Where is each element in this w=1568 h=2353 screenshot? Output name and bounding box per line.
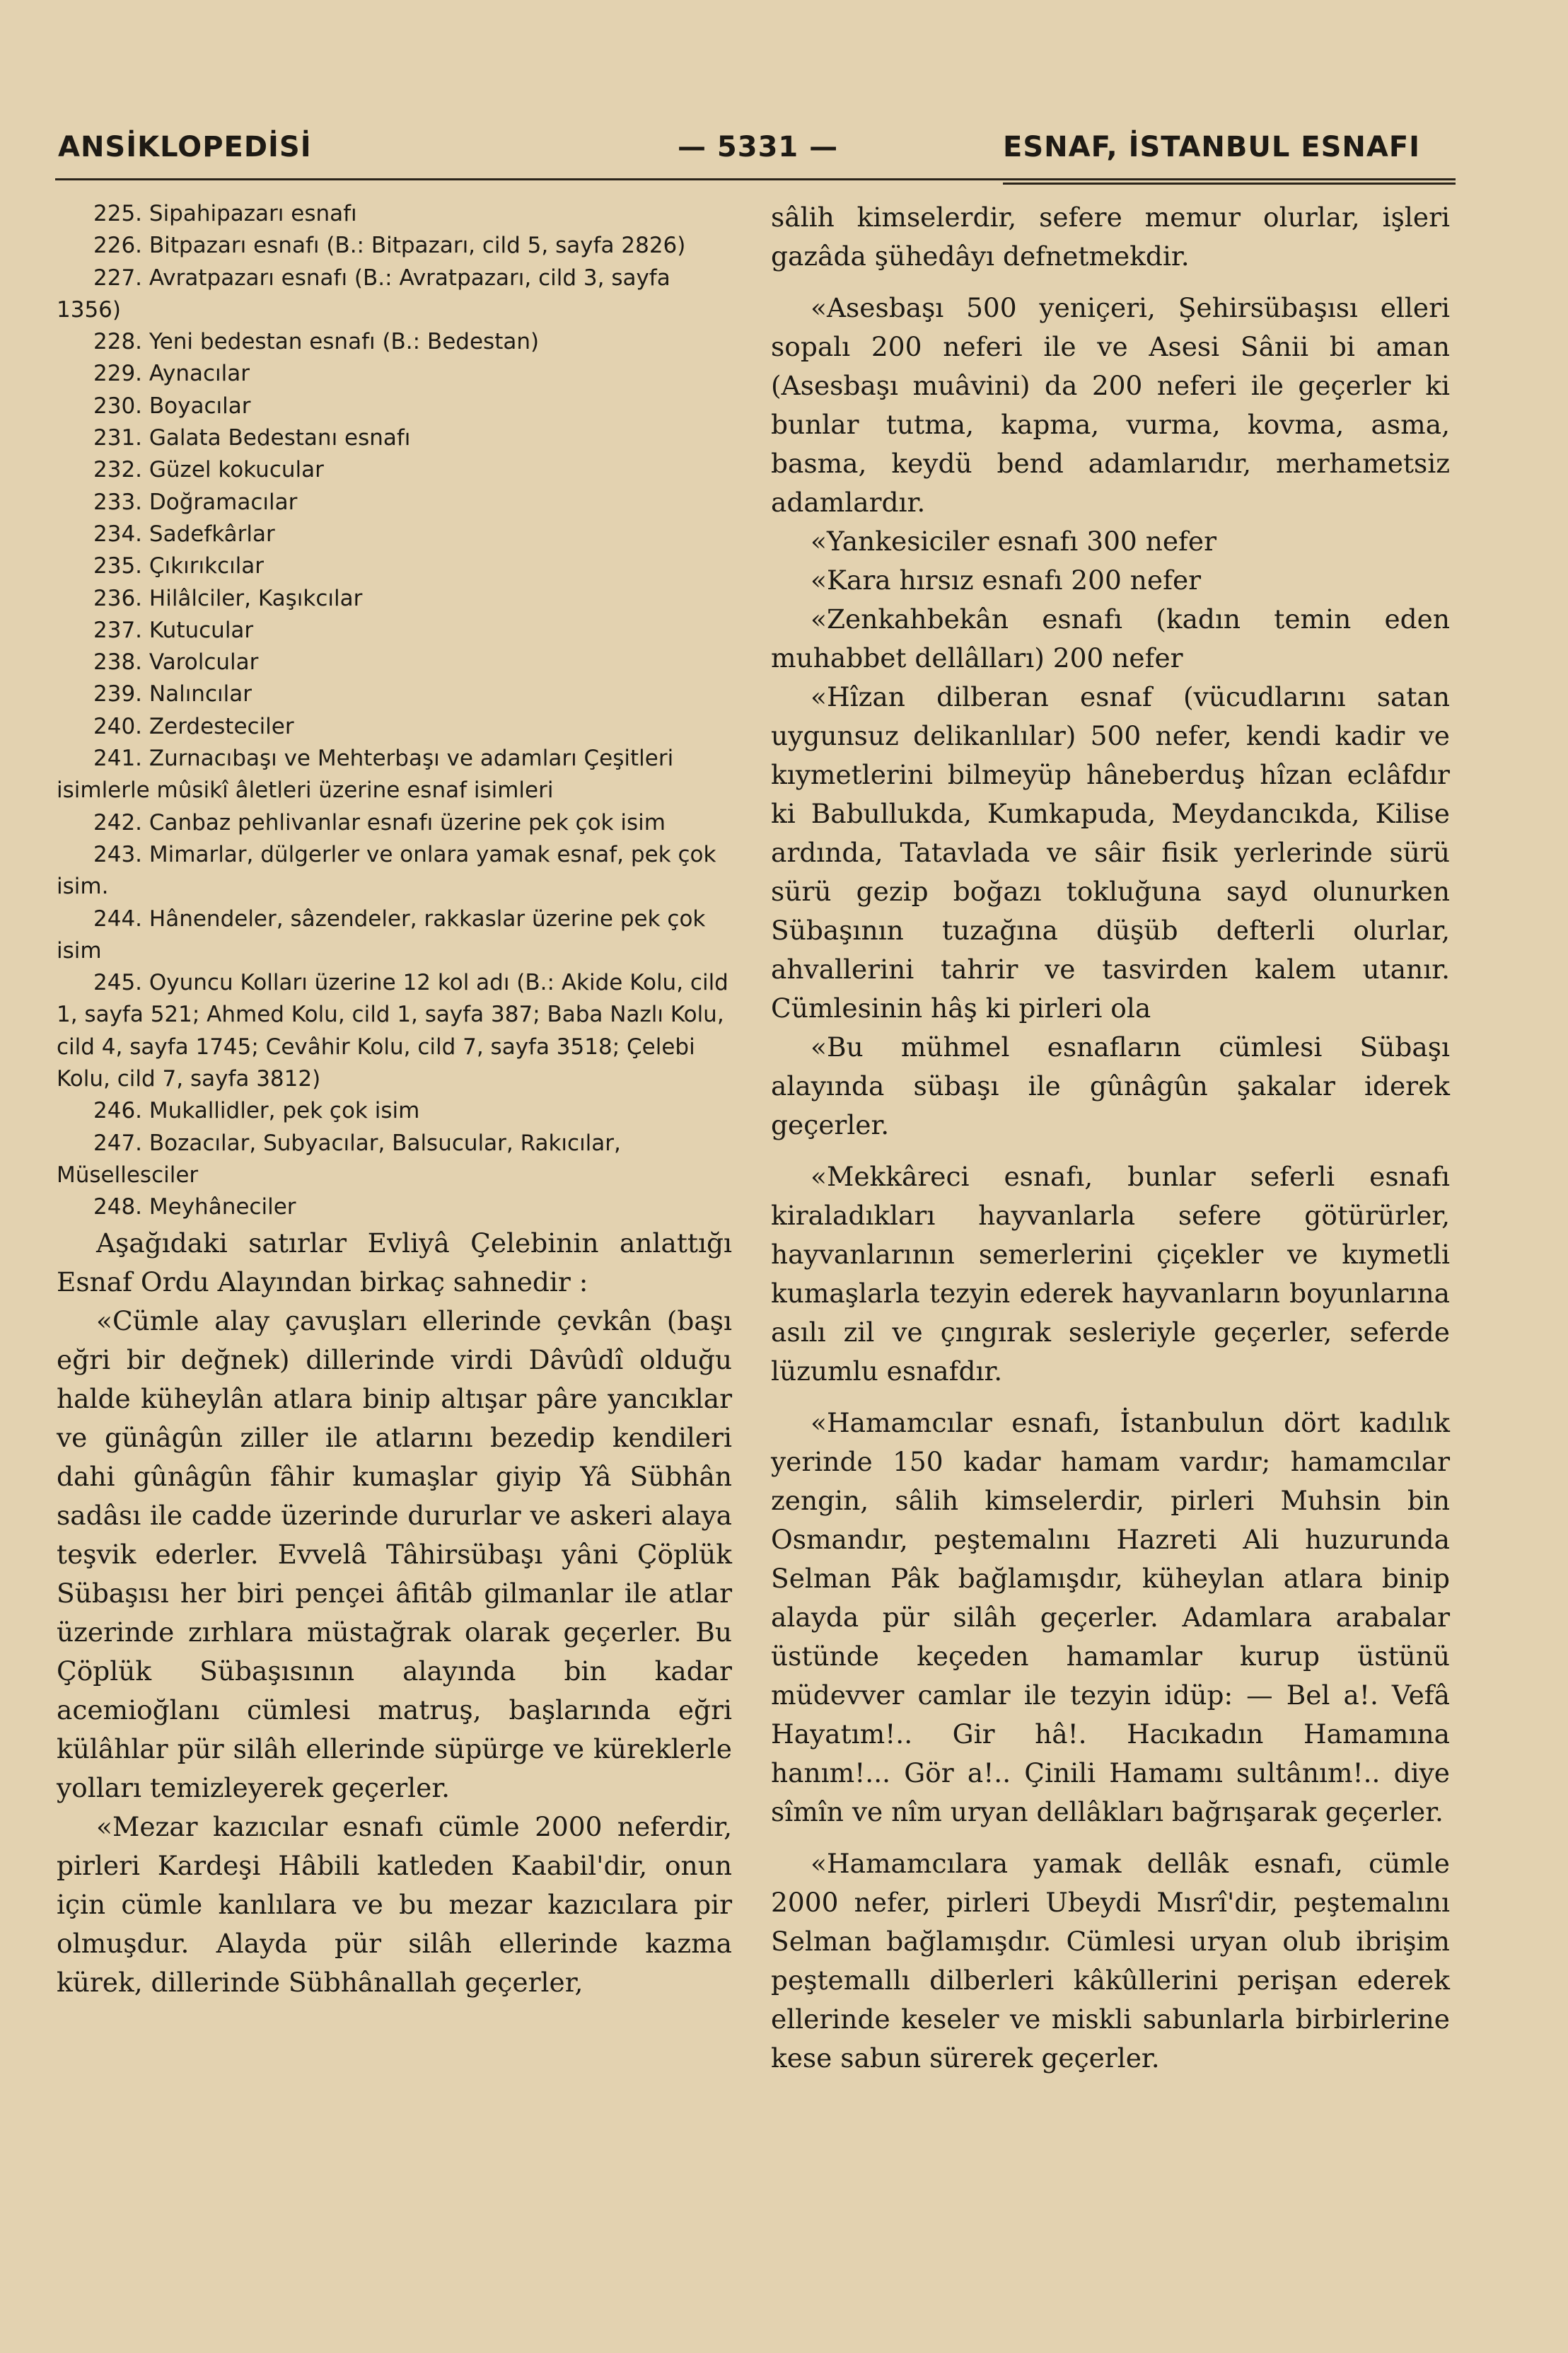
list-item-number: 235.	[93, 553, 143, 579]
list-item-number: 246.	[93, 1098, 143, 1124]
list-item-number: 226.	[93, 233, 143, 259]
list-item	[57, 903, 732, 968]
list-item-number: 231.	[93, 425, 143, 451]
list-item-text: Sadefkârlar	[149, 521, 275, 547]
list-item-text: Canbaz pehlivanlar esnafı üzerine pek çok isim	[149, 809, 666, 836]
list-item-text: Sipahipazarı esnafı	[149, 201, 357, 226]
list-item-number: 237.	[93, 617, 143, 643]
body-paragraph: «Asesbaşı 500 yeniçeri, Şehirsübaşısı elleri sopalı 200 neferi ile ve Asesi Sânii bi aman (Asesbaşı muâvini) da 200 neferi ile geçerler ki bunlar tutma, kapma, vurma, kovma, asma, basma, keydü bend adamlarıdır, merhametsiz adamlardır.	[771, 292, 1450, 518]
list-item	[57, 678, 732, 710]
list-item	[57, 583, 732, 615]
numbered-list	[57, 198, 732, 1224]
list-item-text: Güzel kokucular	[149, 457, 324, 483]
list-item-number: 229.	[93, 361, 143, 387]
body-paragraph: «Yankesiciler esnafı 300 nefer	[811, 526, 1217, 557]
body-paragraph: «Kara hırsız esnafı 200 nefer	[811, 565, 1202, 596]
list-item-number: 238.	[93, 649, 143, 676]
list-item	[57, 711, 732, 743]
list-item	[57, 550, 732, 582]
list-item	[57, 454, 732, 486]
list-item	[57, 230, 732, 262]
body-paragraph: «Mezar kazıcılar esnafı cümle 2000 neferdir, pirleri Kardeşi Hâbili katleden Kaabil'dir, onun için cümle kanlılara ve bu mezar kazıcılara pir olmuşdur. Alayda pür silâh ellerinde kazma kürek, dillerinde Sübhânallah geçerler,	[57, 1810, 732, 1998]
list-item	[57, 743, 732, 807]
header-right: ESNAF, İSTANBUL ESNAFI	[1003, 131, 1421, 163]
body-paragraph: «Hamamcılar esnafı, İstanbulun dört kadılık yerinde 150 kadar hamam vardır; hamamcılar zengin, sâlih kimselerdir, pirleri Muhsin bin Osmandır, peştemalını Hazreti Ali huzurunda Selman Pâk bağlamışdır, küheylan atlara binip alayda pür silâh geçerler. Adamlara arabalar üstünde keçeden hamamlar kurup üstünü müdevver camlar ile tezyin idüp: — Bel a!. Vefâ Hayatım!.. Gir hâ!. Hacıkadın Hamamına hanım!... Gör a!.. Çinili Hamamı sultânım!.. diye sîmîn ve nîm uryan dellâkları bağrışarak geçerler.	[771, 1407, 1450, 1827]
header-rule	[55, 178, 1456, 180]
list-item-number: 243.	[93, 841, 143, 867]
list-item	[57, 198, 732, 230]
list-item-text: Zerdesteciler	[149, 713, 294, 739]
list-item-number: 236.	[93, 585, 143, 611]
list-item-number: 248.	[93, 1194, 143, 1220]
list-item	[57, 1128, 732, 1192]
right-paragraphs	[771, 198, 1450, 2078]
body-paragraph: «Zenkahbekân esnafı (kadın temin eden muhabbet dellâlları) 200 nefer	[771, 603, 1450, 673]
right-column	[771, 198, 1450, 2078]
list-item-text: Meyhâneciler	[149, 1194, 296, 1220]
list-item-text: Boyacılar	[149, 393, 251, 419]
header-left: ANSİKLOPEDİSİ	[58, 131, 312, 163]
list-item	[57, 647, 732, 678]
body-paragraph: «Hîzan dilberan esnaf (vücudlarını satan uygunsuz delikanlılar) 500 nefer, kendi kadir ve kıymetlerini bilmeyüp hâneberduş hîzan eclâfdır ki Babullukda, Kumkapuda, Meydancıkda, Kilise ardında, Tatavlada ve sâir fisik yerlerinde sürü sürü gezip boğazı tokluğuna sayd olunurken Sübaşının tuzağına düşüb defterli olurlar, ahvallerini tahrir ve tasvirden kalem utanır. Cümlesinin hâş ki pirleri ola	[771, 681, 1450, 1024]
list-item	[57, 358, 732, 390]
list-item-text: Nalıncılar	[149, 681, 252, 707]
list-item-number: 240.	[93, 713, 143, 739]
list-item-text: Bitpazarı esnafı (B.: Bitpazarı, cild 5, sayfa 2826)	[149, 233, 686, 259]
list-item-text: Galata Bedestanı esnafı	[149, 425, 411, 451]
list-item	[57, 519, 732, 550]
left-paragraphs	[57, 1224, 732, 2002]
list-item	[57, 1191, 732, 1223]
list-item-text: Varolcular	[149, 649, 259, 676]
body-paragraph: «Bu mühmel esnafların cümlesi Sübaşı alayında sübaşı ile gûnâgûn şakalar iderek geçerler.	[771, 1031, 1450, 1140]
list-item-number: 230.	[93, 393, 143, 419]
list-item-text: Mukallidler, pek çok isim	[149, 1098, 420, 1124]
list-item	[57, 487, 732, 519]
list-item-number: 245.	[93, 970, 143, 996]
list-item	[57, 1095, 732, 1127]
list-item-text: Doğramacılar	[149, 489, 298, 515]
list-item-text: Oyuncu Kolları üzerine 12 kol adı (B.: Akide Kolu, cild 1, sayfa 521; Ahmed Kolu, cild 1, sayfa 387; Baba Nazlı Kolu, cild 4, sayfa 1745; Cevâhir Kolu, cild 7, sayfa 3518; Çelebi Kolu, cild 7, sayfa 3812)	[57, 970, 728, 1092]
list-item-number: 227.	[93, 265, 143, 291]
list-item-text: Yeni bedestan esnafı (B.: Bedestan)	[149, 329, 540, 355]
list-item-number: 232.	[93, 457, 143, 483]
list-item-number: 225.	[93, 201, 143, 226]
list-item-number: 242.	[93, 809, 143, 836]
body-paragraph: Aşağıdaki satırlar Evliyâ Çelebinin anlattığı Esnaf Ordu Alayından birkaç sahnedir :	[57, 1227, 732, 1297]
list-item	[57, 967, 732, 1095]
list-item-number: 244.	[93, 906, 143, 932]
list-item	[57, 422, 732, 454]
header-rule-secondary	[1003, 183, 1456, 185]
body-paragraph: «Cümle alay çavuşları ellerinde çevkân (başı eğri bir değnek) dillerinde virdi Dâvûdî olduğu halde küheylân atlara binip altışar pâre yancıklar ve günâgûn ziller ile atlarını bezedip kendileri dahi gûnâgûn fâhir kumaşlar giyip Yâ Sübhân sadâsı ile cadde üzerinde dururlar ve askeri alaya teşvik ederler. Evvelâ Tâhirsübaşı yâni Çöplük Sübaşısı her biri pençei âfitâb gilmanlar ile atlar üzerinde zırhlara müstağrak olarak geçerler. Bu Çöplük Sübaşısının alayında bin kadar acemioğlanı cümlesi matruş, başlarında eğri külâhlar pür silâh ellerinde süpürge ve küreklerle yolları temizleyerek geçerler.	[57, 1305, 732, 1803]
list-item	[57, 326, 732, 358]
list-item-number: 228.	[93, 329, 143, 355]
list-item-number: 239.	[93, 681, 143, 707]
list-item-text: Hânendeler, sâzendeler, rakkaslar üzerine pek çok isim	[57, 906, 706, 964]
list-item	[57, 262, 732, 327]
list-item-number: 247.	[93, 1130, 143, 1156]
list-item-text: Zurnacıbaşı ve Mehterbaşı ve adamları Çeşitleri isimlerle mûsikî âletleri üzerine esnaf isimleri	[57, 746, 674, 804]
body-paragraph: sâlih kimselerdir, sefere memur olurlar, işleri gazâda şühedâyı defnetmekdir.	[771, 202, 1450, 272]
list-item	[57, 839, 732, 903]
list-item-text: Aynacılar	[149, 361, 250, 387]
list-item	[57, 807, 732, 839]
list-item-text: Çıkırıkcılar	[149, 553, 265, 579]
list-item-text: Avratpazarı esnafı (B.: Avratpazarı, cild 3, sayfa 1356)	[57, 265, 670, 323]
list-item-text: Mimarlar, dülgerler ve onlara yamak esnaf, pek çok isim.	[57, 841, 716, 900]
body-paragraph: «Hamamcılara yamak dellâk esnafı, cümle 2000 nefer, pirleri Ubeydi Mısrî'dir, peştemalını Selman bağlamışdır. Cümlesi uryan olub ibrişim peştemallı dilberleri kâkûllerini perişan ederek ellerinde keseler ve miskli sabunlarla birbirlerine kese sabun sürerek geçerler.	[771, 1848, 1450, 2074]
left-column	[57, 198, 732, 2002]
list-item-number: 241.	[93, 746, 143, 772]
list-item-text: Hilâlciler, Kaşıkcılar	[149, 585, 363, 611]
list-item-text: Bozacılar, Subyacılar, Balsucular, Rakıcılar, Müsellesciler	[57, 1130, 621, 1188]
body-paragraph: «Mekkâreci esnafı, bunlar seferli esnafı kiraladıkları hayvanlarla sefere götürürler, hayvanlarının semerlerini çiçekler ve kıymetli kumaşlarla tezyin ederek hayvanların boyunlarına asılı zil ve çıngırak sesleriyle geçerler, seferde lüzumlu esnafdır.	[771, 1161, 1450, 1387]
list-item-number: 233.	[93, 489, 143, 515]
list-item	[57, 615, 732, 647]
list-item-text: Kutucular	[149, 617, 254, 643]
list-item-number: 234.	[93, 521, 143, 547]
list-item	[57, 391, 732, 422]
page-number: — 5331 —	[678, 131, 839, 163]
